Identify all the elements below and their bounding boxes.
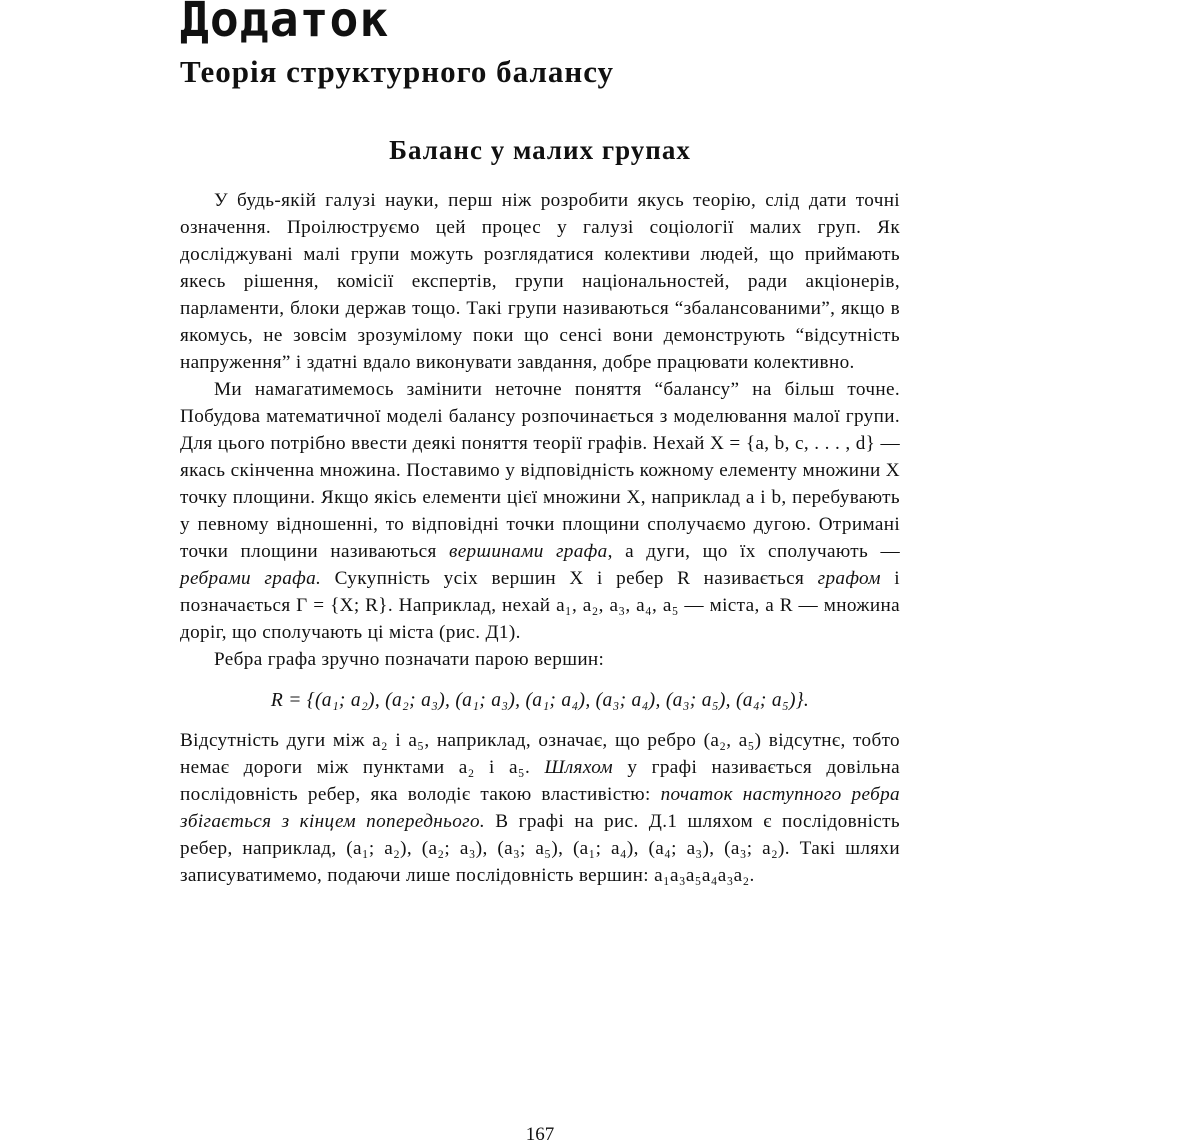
paragraph-4	[180, 727, 900, 889]
paragraph-4-part-2: у графі називається довільна послідовність ребер, яка володіє такою властивістю:	[180, 757, 901, 805]
body-text	[180, 187, 900, 889]
path-definition: початок наступного ребра збігається з кінцем попереднього.	[180, 784, 900, 832]
chapter-title: Додаток	[180, 0, 390, 48]
chapter-subtitle: Теорія структурного балансу	[180, 54, 615, 89]
edge-set-formula: R = {(a₁; a₂), (a₂; a₃), (a₁; a₃), (a₁; a₄), (a₃; a₄), (a₃; a₅), (a₄; a₅)}.	[270, 690, 810, 711]
section-title: Баланс у малих групах	[389, 135, 691, 165]
paragraph-2-part-4: і позначається Γ = {X; R}. Наприклад, нехай a₁, a₂, a₃, a₄, a₅ — міста, а R — множина доріг, що сполучають ці міста (рис. Д1).	[180, 568, 900, 643]
paragraph-4-part-1: Відсутність дуги між a₂ і a₅, наприклад, означає, що ребро (a₂, a₅) відсутнє, тобто немає дороги між пунктами a₂ і a₅.	[180, 730, 900, 778]
term-graph-vertices: вершинами графа	[449, 541, 608, 562]
term-graph-edges: ребрами графа.	[180, 568, 322, 589]
paragraph-2-part-3: Сукупність усіх вершин X і ребер R називається	[321, 568, 818, 589]
paragraph-4-part-3: В графі на рис. Д.1 шляхом є послідовність ребер, наприклад, (a₁; a₂), (a₂; a₃), (a₃; a₅), (a₁; a₄), (a₄; a₃), (a₃; a₂). Такі шляхи записуватимемо, подаючи лише послідовність вершин: a₁a₃a₅a₄a₃a₂.	[180, 811, 900, 886]
document-page	[180, 0, 900, 1146]
paragraph-2-part-1: Ми намагатимемось замінити неточне поняття “балансу” на більш точне. Побудова математичної моделі балансу розпочинається з моделювання малої групи. Для цього потрібно ввести деякі поняття теорії графів. Нехай X = {a, b, c, . . . , d} — якась скінченна множина. Поставимо у відповідність кожному елементу множини X точку площини. Якщо якісь елементи цієї множини X, наприклад a і b, перебувають у певному відношенні, то відповідні точки площини сполучаємо дугою. Отримані точки площини називаються	[180, 379, 900, 562]
term-path: Шляхом	[544, 757, 614, 778]
paragraph-3: Ребра графа зручно позначати парою вершин:	[214, 649, 605, 670]
paragraph-2	[180, 376, 900, 646]
page-number: 167	[525, 1124, 555, 1145]
paragraph-2-part-2: , а дуги, що їх сполучають —	[607, 541, 901, 562]
paragraph-1: У будь-якій галузі науки, перш ніж розробити якусь теорію, слід дати точні означення. Проілюструємо цей процес у галузі соціології малих груп. Як досліджувані малі групи можуть розглядатися колективи людей, що приймають якесь рішення, комісії експертів, групи національностей, ради акціонерів, парламенти, блоки держав тощо. Такі групи називаються “збалансованими”, якщо в якомусь, не зовсім зрозумілому поки що сенсі вони демонструють “відсутність напруження” і здатні вдало виконувати завдання, добре працювати колективно.	[180, 190, 900, 373]
term-graph: графом	[817, 568, 881, 589]
